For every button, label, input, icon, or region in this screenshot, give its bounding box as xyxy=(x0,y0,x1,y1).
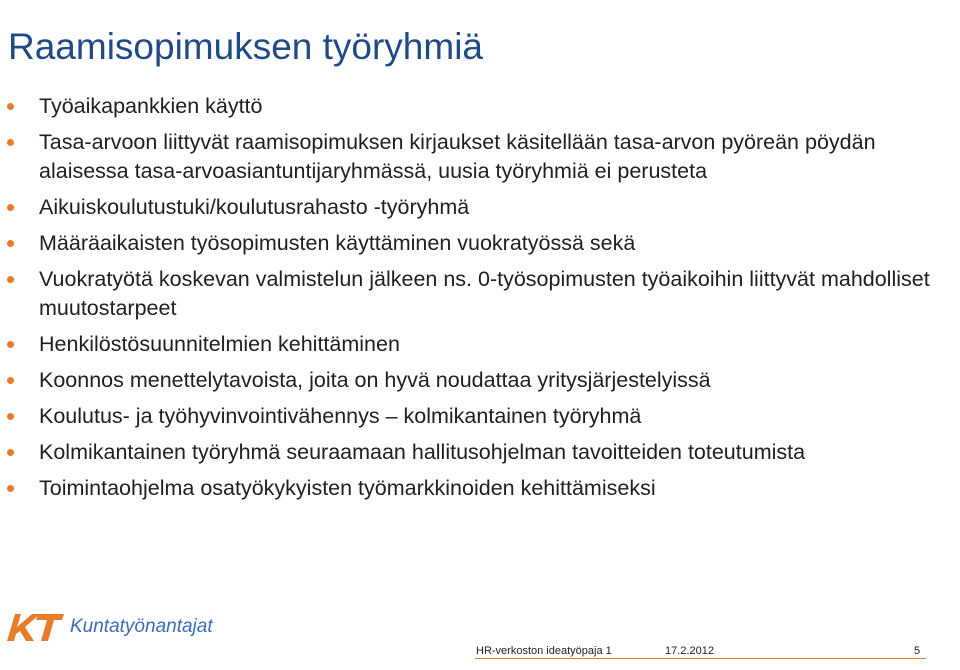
page-title: Raamisopimuksen työryhmiä xyxy=(8,25,484,67)
bullet-text: Määräaikaisten työsopimusten käyttäminen vuokratyössä sekä xyxy=(39,231,636,255)
bullet-icon xyxy=(7,485,14,492)
bullet-icon xyxy=(7,103,14,110)
bullet-icon xyxy=(7,240,14,247)
slide-footer xyxy=(0,602,960,670)
bullet-text: Vuokratyötä koskevan valmistelun jälkeen ns. 0-työsopimusten työaikoihin liittyvät mahdolliset muutostarpeet xyxy=(39,267,930,320)
bullet-icon xyxy=(7,449,14,456)
bullet-item-zero-hour-contracts xyxy=(0,265,940,323)
bullet-item-work-time-banks xyxy=(0,92,940,121)
page-number: 5 xyxy=(914,645,921,657)
bullet-text: Aikuiskoulutustuki/koulutusrahasto -työryhmä xyxy=(39,195,470,219)
bullet-text: Tasa-arvoon liittyvät raamisopimuksen kirjaukset käsitellään tasa-arvon pyöreän pöydän alaisessa tasa-arvoasiantuntijaryhmässä, uusia työryhmiä ei perusteta xyxy=(39,130,876,183)
event-name: HR-verkoston ideatyöpaja 1 xyxy=(476,645,612,657)
organization-name: Kuntatyönantajat xyxy=(70,616,213,637)
bullet-icon xyxy=(7,276,14,283)
footer-divider xyxy=(475,658,926,659)
bullet-icon xyxy=(7,377,14,384)
bullet-text: Työaikapankkien käyttö xyxy=(39,94,263,118)
bullet-text: Toimintaohjelma osatyökykyisten työmarkkinoiden kehittämiseksi xyxy=(39,476,656,500)
bullet-item-personnel-planning xyxy=(0,330,940,359)
bullet-icon xyxy=(7,139,14,146)
bullet-icon xyxy=(7,341,14,348)
kt-logo-icon xyxy=(4,610,66,644)
bullet-item-corporate-restructuring xyxy=(0,366,940,395)
bullet-text: Koonnos menettelytavoista, joita on hyvä noudattaa yritysjärjestelyissä xyxy=(39,368,711,392)
bullet-text: Henkilöstösuunnitelmien kehittäminen xyxy=(39,332,400,356)
bullet-text: Koulutus- ja työhyvinvointivähennys – kolmikantainen työryhmä xyxy=(39,404,642,428)
bullet-item-partial-work-ability xyxy=(0,474,940,503)
organization-logo xyxy=(4,610,213,644)
bullet-item-fixed-term-contracts xyxy=(0,229,940,258)
bullet-item-training-deduction xyxy=(0,402,940,431)
bullet-item-equality xyxy=(0,128,940,186)
presentation-date: 17.2.2012 xyxy=(665,645,714,657)
bullet-icon xyxy=(7,204,14,211)
bullet-item-government-programme xyxy=(0,438,940,467)
bullet-list xyxy=(0,92,940,510)
bullet-text: Kolmikantainen työryhmä seuraamaan hallitusohjelman tavoitteiden toteutumista xyxy=(39,440,806,464)
bullet-item-training-fund xyxy=(0,193,940,222)
bullet-icon xyxy=(7,413,14,420)
